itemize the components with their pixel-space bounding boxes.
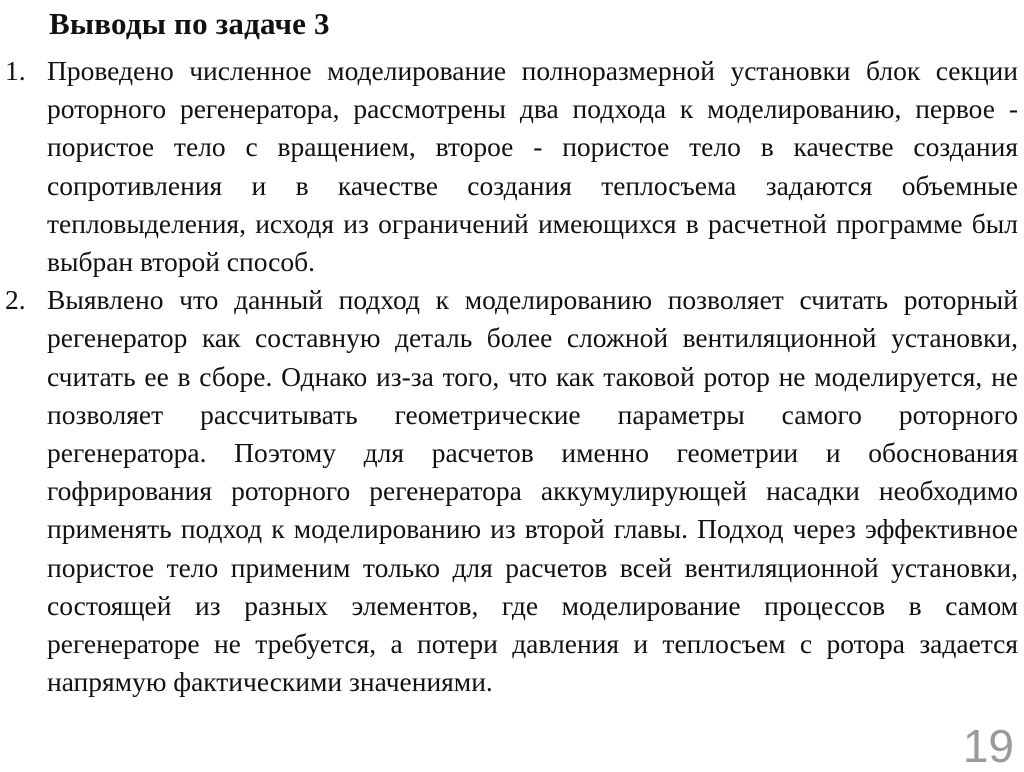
item-number: 2. [5,284,26,316]
item-text: Выявлено что данный подход к моделированию позволяет считать роторный регенератор как составную деталь более сложной вентиляционной установки, считать ее в сборе. Однако из-за того, что как таковой ротор не моделируется, не позволяет рассчитывать геометрические параметры самого роторного регенератора. Поэтому для расчетов именно геометрии и обоснования гофрирования роторного регенератора аккумулирующей насадки необходимо применять подход к моделированию из второй главы. Подход через эффективное пористое тело применим только для расчетов всей вентиляционной установки, состоящей из разных элементов, где моделирование процессов в самом регенераторе не требуется, а потери давления и теплосъем с ротора задается напрямую фактическими значениями. [47,284,1018,698]
slide-title: Выводы по задаче 3 [49,6,330,41]
list-item-2 [0,281,1018,701]
conclusions-list [0,52,1018,701]
item-text: Проведено численное моделирование полноразмерной установки блок секции роторного регенератора, рассмотрены два подхода к моделированию, первое - пористое тело с вращением, второе - пористое тело в качестве создания сопротивления и в качестве создания теплосъема задаются объемные тепловыделения, исходя из ограничений имеющихся в расчетной программе был выбран второй способ. [47,55,1018,278]
list-item-1 [0,52,1018,281]
page-number: 19 [962,720,1014,772]
item-number: 1. [5,55,26,86]
